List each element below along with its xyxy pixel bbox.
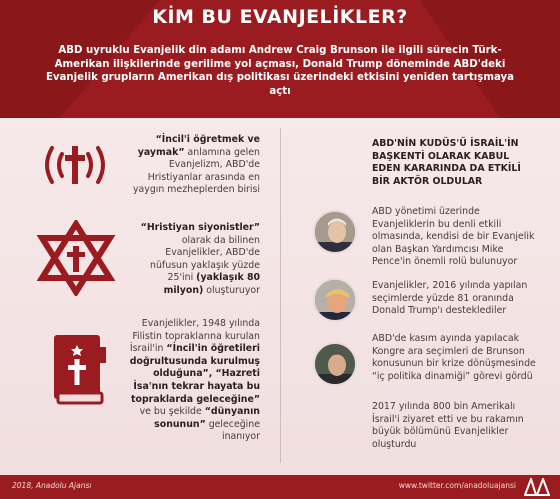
- right-column-heading: ABD'NİN KUDÜS'Ü İSRAİL'İN BAŞKENTİ OLARAK KABUL EDEN KARARINDA DA ETKİLİ BİR AKTÖR OLDULAR: [372, 138, 521, 187]
- israel-belief-text: Evanjelikler, 1948 yılında Filistin topraklarına kurulan İsrail'in “İncil'in öğretileri doğrultusunda kurulmuş olduğuna”, “Hazreti İsa'nın tekrar hayata bu topraklarda geleceğine” ve bu şekilde “dünyanın sonunun” geleceğine inanıyor: [129, 318, 260, 443]
- midterm-elections-text: ABD'de kasım ayında yapılacak Kongre ara seçimleri de Brunson konusunun bir krize dönüşmesinde “iç politika dinamiği” görevi gördü: [372, 333, 536, 382]
- broadcast-cross-icon: [38, 140, 112, 190]
- donald-trump-photo: [313, 278, 357, 322]
- pence-role-text: ABD yönetimi üzerinde Evanjeliklerin bu denli etkili olmasında, kendisi de bir Evanjelik olan Başkan Yardımcısı Mike Pence'in önemli rolü bulunuyor: [372, 206, 535, 268]
- star-of-david-cross-icon: [36, 220, 116, 296]
- copyright-text: 2018, Anadolu Ajansı: [12, 481, 92, 490]
- column-divider: [280, 128, 281, 463]
- anadolu-agency-logo: [524, 478, 550, 496]
- intro-text: ABD uyruklu Evanjelik din adamı Andrew Craig Brunson ile ilgili sürecin Türk-Amerikan ilişkilerinde gerilime yol açması, Donald Trump döneminde ABD'deki Evanjelik grupların Amerikan dış politikası üzerindeki etkisini yeniden tartışmaya açtı: [45, 45, 515, 97]
- twitter-link[interactable]: www.twitter.com/anadoluajansi: [398, 481, 516, 490]
- bible-book-icon: [52, 333, 108, 407]
- footer-bar: [0, 475, 560, 499]
- evangelism-definition: “İncil'i öğretmek ve yaymak” anlamına gelen Evanjelizm, ABD'de Hristiyanlar arasında en yaygın mezheplerden birisi: [132, 134, 260, 196]
- israel-visit-text: 2017 yılında 800 bin Amerikalı İsrail'i ziyaret etti ve bu rakamın büyük bölümünü Evanjelikler oluşturdu: [372, 401, 524, 450]
- main-content: [0, 118, 560, 475]
- andrew-brunson-photo: [313, 342, 357, 386]
- mike-pence-photo: [313, 210, 357, 254]
- page-title: KİM BU EVANJELİKLER?: [136, 4, 424, 34]
- christian-zionists-text: “Hristiyan siyonistler” olarak da bilinen Evanjelikler, ABD'de nüfusun yaklaşık yüzde 25'ini (yaklaşık 80 milyon) oluşturuyor: [140, 222, 260, 296]
- trump-support-text: Evanjelikler, 2016 yılında yapılan seçimlerde yüzde 81 oranında Donald Trump'ı desteklediler: [372, 280, 528, 317]
- header-banner: [0, 0, 560, 118]
